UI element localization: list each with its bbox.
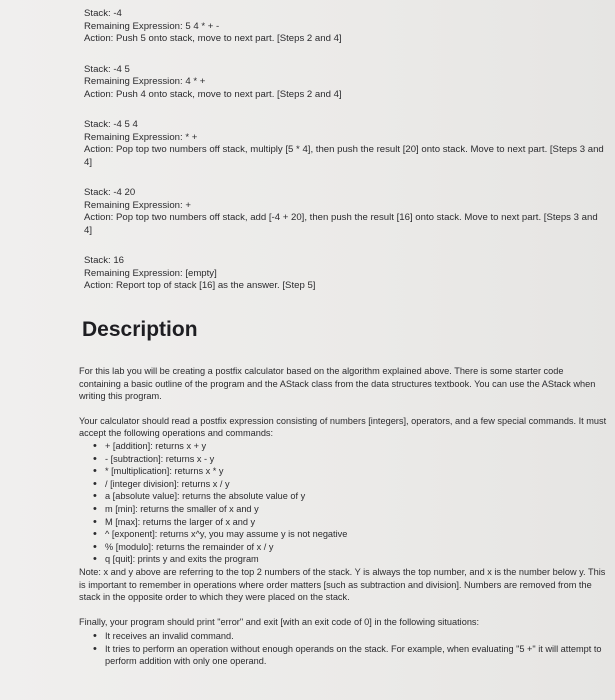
list-item: • / [integer division]: returns x / y <box>93 478 607 491</box>
intro-paragraph: For this lab you will be creating a postfix calculator based on the algorithm explained above. There is some starter code containing a basic outline of the program and the AStack class from the data structures textbook. You can use the AStack when writing this program. <box>79 366 596 402</box>
list-item: • + [addition]: returns x + y <box>93 440 607 453</box>
remaining-expression: Remaining Expression: [empty] <box>84 267 217 279</box>
list-item: • m [min]: returns the smaller of x and y <box>93 503 607 516</box>
list-item: • q [quit]: prints y and exits the program <box>93 553 607 566</box>
step-action: Action: Pop top two numbers off stack, multiply [5 * 4], then push the result [20] onto stack. Move to next part. [Steps 3 and 4] <box>84 144 604 168</box>
step-block <box>84 64 604 102</box>
error-cases-list <box>79 630 607 668</box>
stack-state: Stack: -4 5 4 <box>84 119 138 130</box>
remaining-expression: Remaining Expression: * + <box>84 131 198 143</box>
finally-paragraph: Finally, your program should print "error" and exit [with an exit code of 0] in the following situations: <box>79 616 480 627</box>
list-item: • * [multiplication]: returns x * y <box>93 465 607 478</box>
note-paragraph: Note: x and y above are referring to the top 2 numbers of the stack. Y is always the top number, and x is the number below y. This is important to remember in operations where order matters [such as subtraction and division]. Numbers are removed from the stack in the opposite order to which they were placed on the stack. <box>79 566 606 603</box>
operations-list <box>79 440 607 566</box>
stack-state: Stack: 16 <box>84 255 124 266</box>
remaining-expression: Remaining Expression: 4 * + <box>84 76 206 87</box>
step-action: Action: Push 4 onto stack, move to next part. [Steps 2 and 4] <box>84 88 342 100</box>
section-heading: Description <box>82 318 198 341</box>
remaining-expression: Remaining Expression: 5 4 * + - <box>84 20 220 32</box>
step-action: Action: Push 5 onto stack, move to next part. [Steps 2 and 4] <box>84 33 342 44</box>
step-action: Action: Report top of stack [16] as the answer. [Step 5] <box>84 280 316 291</box>
list-item: • It receives an invalid command. <box>93 630 607 643</box>
step-block <box>84 119 604 169</box>
list-item: • % [modulo]: returns the remainder of x / y <box>93 541 607 554</box>
list-item: • - [subtraction]: returns x - y <box>93 453 607 466</box>
list-item: • It tries to perform an operation without enough operands on the stack. For example, when evaluating "5 +" it will attempt to perform addition with only one operand. <box>93 643 607 668</box>
stack-state: Stack: -4 <box>84 8 122 19</box>
stack-state: Stack: -4 20 <box>84 187 136 198</box>
list-item: • ^ [exponent]: returns x^y, you may assume y is not negative <box>93 528 607 541</box>
stack-state: Stack: -4 5 <box>84 63 130 75</box>
remaining-expression: Remaining Expression: + <box>84 199 191 211</box>
step-action: Action: Pop top two numbers off stack, add [-4 + 20], then push the result [16] onto stack. Move to next part. [Steps 3 and 4] <box>84 212 598 236</box>
step-block <box>84 255 604 293</box>
list-item: • a [absolute value]: returns the absolute value of y <box>93 490 607 503</box>
calculator-paragraph: Your calculator should read a postfix expression consisting of numbers [integers], operators, and a few special commands. It must accept the following operations and commands: <box>79 415 607 439</box>
step-block <box>84 8 604 46</box>
step-block <box>84 187 604 237</box>
algorithm-steps <box>84 8 604 311</box>
description-body <box>79 365 607 668</box>
list-item: • M [max]: returns the larger of x and y <box>93 516 607 529</box>
